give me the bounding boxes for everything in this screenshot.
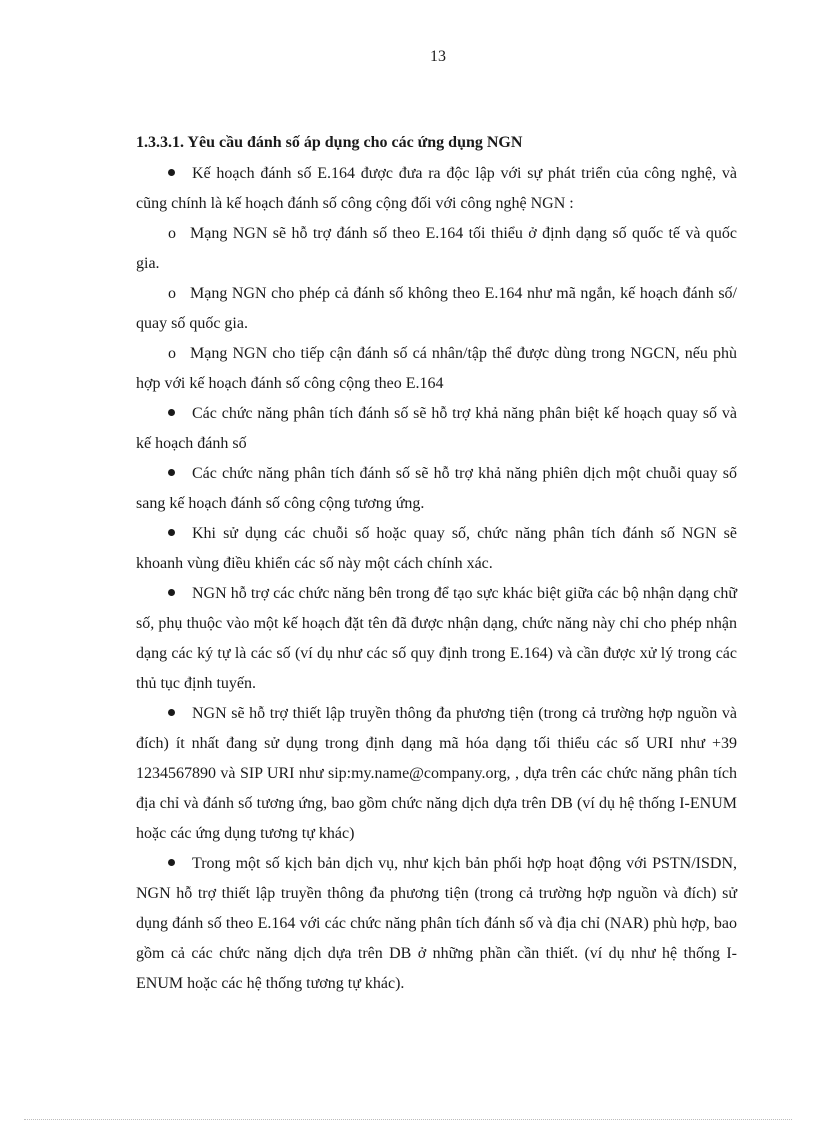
list-marker: o [168, 285, 176, 302]
page-bottom-rule [24, 1119, 792, 1120]
paragraph-text: Khi sử dụng các chuỗi số hoặc quay số, chức năng phân tích đánh số NGN sẽ khoanh vùng điều khiển các số này một cách chính xác. [136, 525, 737, 572]
section-heading: 1.3.3.1. Yêu cầu đánh số áp dụng cho các ứng dụng NGN [136, 134, 523, 151]
paragraph-text: Các chức năng phân tích đánh số sẽ hỗ trợ khả năng phân biệt kế hoạch quay số và kế hoạch đánh số [136, 405, 737, 452]
paragraph [136, 159, 737, 219]
paragraph [136, 279, 737, 339]
paragraph [136, 699, 737, 849]
bullet-icon [168, 469, 175, 476]
paragraph [136, 849, 737, 999]
bullet-icon [168, 709, 175, 716]
bullet-icon [168, 589, 175, 596]
paragraph-text: Các chức năng phân tích đánh số sẽ hỗ trợ khả năng phiên dịch một chuỗi quay số sang kế hoạch đánh số công cộng tương ứng. [136, 465, 737, 512]
page-content [136, 128, 737, 999]
paragraph-text: NGN hỗ trợ các chức năng bên trong để tạo sực khác biệt giữa các bộ nhận dạng chữ số, phụ thuộc vào một kế hoạch đặt tên đã được nhận dạng, chức năng này chỉ cho phép nhận dạng các ký tự là các số (ví dụ như các số quy định trong E.164) và cần được xử lý trong các thủ tục định tuyến. [136, 585, 737, 692]
paragraph [136, 219, 737, 279]
bullet-icon [168, 529, 175, 536]
page-number: 13 [430, 48, 446, 65]
paragraph-text: Mạng NGN cho phép cả đánh số không theo E.164 như mã ngắn, kế hoạch đánh số/ quay số quốc gia. [136, 285, 737, 332]
paragraph-text: Mạng NGN sẽ hỗ trợ đánh số theo E.164 tối thiểu ở định dạng số quốc tế và quốc gia. [136, 225, 737, 272]
paragraph-text: Mạng NGN cho tiếp cận đánh số cá nhân/tập thể được dùng trong NGCN, nếu phù hợp với kế hoạch đánh số công cộng theo E.164 [136, 345, 737, 392]
bullet-icon [168, 409, 175, 416]
paragraph [136, 519, 737, 579]
bullet-icon [168, 169, 175, 176]
paragraph-text: NGN sẽ hỗ trợ thiết lập truyền thông đa phương tiện (trong cả trường hợp nguồn và đích) ít nhất đang sử dụng trong định dạng mã hóa dạng tối thiểu các số URI như +39 1234567890 và SIP URI như sip:my.name@company.org, , dựa trên các chức năng phân tích địa chỉ và đánh số tương ứng, bao gồm chức năng dịch dựa trên DB (ví dụ hệ thống I-ENUM hoặc các ứng dụng tương tự khác) [136, 705, 737, 842]
bullet-icon [168, 859, 175, 866]
paragraph-text: Kế hoạch đánh số E.164 được đưa ra độc lập với sự phát triển của công nghệ, và cũng chính là kế hoạch đánh số công cộng đối với công nghệ NGN : [136, 165, 737, 212]
paragraph [136, 339, 737, 399]
paragraph-text: Trong một số kịch bản dịch vụ, như kịch bản phối hợp hoạt động với PSTN/ISDN, NGN hỗ trợ thiết lập truyền thông đa phương tiện (trong cả trường hợp nguồn và đích) sử dụng đánh số theo E.164 với các chức năng phân tích đánh số và địa chỉ (NAR) phù hợp, bao gồm cả các chức năng dịch dựa trên DB ở những phần cần thiết. (ví dụ như hệ thống I-ENUM hoặc các hệ thống tương tự khác). [136, 855, 737, 992]
paragraph [136, 459, 737, 519]
list-marker: o [168, 345, 176, 362]
paragraph [136, 399, 737, 459]
list-marker: o [168, 225, 176, 242]
paragraph [136, 579, 737, 699]
